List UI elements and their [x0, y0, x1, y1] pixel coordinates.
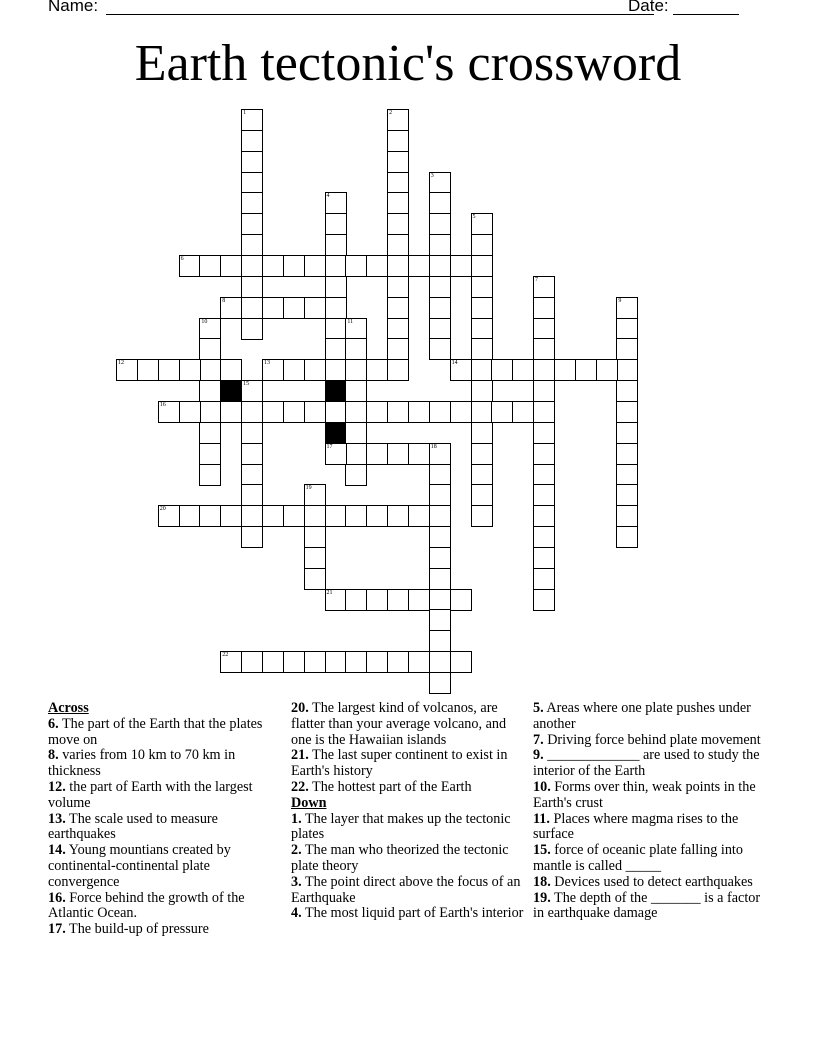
clue-across-21: 21. The last super continent to exist in Earth's history: [291, 747, 508, 780]
crossword-cell[interactable]: [179, 505, 201, 527]
blocked-cell: [220, 380, 242, 402]
crossword-cell[interactable]: [345, 380, 367, 402]
clue-down-9: 9. _____________ are used to study the interior of the Earth: [533, 747, 760, 780]
crossword-cell[interactable]: [137, 359, 159, 381]
crossword-cell[interactable]: [199, 443, 221, 465]
crossword-cell[interactable]: [450, 651, 472, 673]
blocked-cell: [325, 422, 347, 444]
clue-number: 18: [430, 443, 437, 450]
crossword-cell[interactable]: [387, 234, 409, 256]
crossword-cell[interactable]: [429, 589, 451, 611]
crossword-cell[interactable]: [616, 443, 638, 465]
crossword-cell[interactable]: [325, 651, 347, 673]
crossword-cell[interactable]: [387, 651, 409, 673]
crossword-cell[interactable]: [575, 359, 597, 381]
crossword-cell[interactable]: [471, 484, 493, 506]
crossword-cell[interactable]: [616, 526, 638, 548]
crossword-cell[interactable]: [471, 213, 493, 235]
blocked-cell: [325, 380, 347, 402]
crossword-cell[interactable]: [387, 130, 409, 152]
crossword-cell[interactable]: [533, 443, 555, 465]
crossword-cell[interactable]: [616, 359, 638, 381]
crossword-cell[interactable]: [533, 359, 555, 381]
clue-number: 10: [201, 318, 208, 325]
crossword-cell[interactable]: [283, 651, 305, 673]
crossword-cell[interactable]: [325, 213, 347, 235]
clue-number: 2: [389, 110, 393, 116]
crossword-cell[interactable]: [325, 338, 347, 360]
clue-across-14: 14. Young mountians created by continental-continental plate convergence: [48, 842, 231, 890]
crossword-cell[interactable]: [283, 359, 305, 381]
crossword-cell[interactable]: [262, 651, 284, 673]
clue-number: 14: [451, 360, 458, 367]
crossword-cell[interactable]: [387, 192, 409, 214]
crossword-cell[interactable]: [325, 589, 347, 611]
crossword-cell[interactable]: [471, 359, 493, 381]
crossword-cell[interactable]: [533, 505, 555, 527]
clue-number: 12: [118, 360, 124, 367]
crossword-cell[interactable]: [158, 359, 180, 381]
crossword-cell[interactable]: [325, 234, 347, 256]
crossword-cell[interactable]: [345, 464, 367, 486]
crossword-cell[interactable]: [366, 255, 388, 277]
crossword-cell[interactable]: [616, 422, 638, 444]
crossword-cell[interactable]: [241, 172, 263, 194]
crossword-cell[interactable]: [429, 651, 451, 673]
crossword-cell[interactable]: [429, 547, 451, 569]
crossword-cell[interactable]: [325, 192, 347, 214]
crossword-cell[interactable]: [199, 359, 221, 381]
clue-across-6: 6. The part of the Earth that the plates move on: [48, 715, 263, 748]
crossword-cell[interactable]: [429, 505, 451, 527]
crossword-cell[interactable]: [262, 505, 284, 527]
crossword-cell[interactable]: [471, 338, 493, 360]
crossword-cell[interactable]: [345, 401, 367, 423]
crossword-cell[interactable]: [408, 505, 430, 527]
crossword-cell[interactable]: [220, 401, 242, 423]
crossword-cell[interactable]: [262, 297, 284, 319]
crossword-cell[interactable]: [283, 255, 305, 277]
crossword-cell[interactable]: [533, 338, 555, 360]
clue-number: 21: [326, 589, 333, 596]
crossword-cell[interactable]: [158, 401, 180, 423]
crossword-cell[interactable]: [533, 526, 555, 548]
crossword-cell[interactable]: [616, 297, 638, 319]
clue-down-10: 10. Forms over thin, weak points in the Earth's crust: [533, 778, 756, 811]
crossword-cell[interactable]: [199, 464, 221, 486]
crossword-cell[interactable]: [241, 297, 263, 319]
crossword-cell[interactable]: [241, 234, 263, 256]
crossword-cell[interactable]: [450, 589, 472, 611]
crossword-cell[interactable]: [304, 401, 326, 423]
crossword-cell[interactable]: [533, 568, 555, 590]
name-date-header: [48, 0, 748, 20]
crossword-cell[interactable]: [616, 464, 638, 486]
crossword-cell[interactable]: [304, 359, 326, 381]
crossword-cell[interactable]: [408, 401, 430, 423]
crossword-cell[interactable]: [199, 422, 221, 444]
crossword-cell[interactable]: [387, 401, 409, 423]
clue-number: 5: [472, 214, 476, 221]
crossword-cell[interactable]: [429, 255, 451, 277]
crossword-cell[interactable]: [512, 401, 534, 423]
crossword-cell[interactable]: [241, 151, 263, 173]
crossword-cell[interactable]: [387, 359, 409, 381]
crossword-cell[interactable]: [199, 505, 221, 527]
crossword-cell[interactable]: [325, 255, 347, 277]
crossword-cell[interactable]: [533, 422, 555, 444]
crossword-cell[interactable]: [199, 255, 221, 277]
crossword-cell[interactable]: [345, 422, 367, 444]
crossword-cell[interactable]: [429, 276, 451, 298]
crossword-cell[interactable]: [616, 484, 638, 506]
crossword-cell[interactable]: [345, 255, 367, 277]
clue-number: 8: [222, 297, 226, 304]
clue-number: 4: [326, 193, 330, 200]
clue-number: 19: [305, 485, 312, 492]
crossword-cell[interactable]: [616, 318, 638, 340]
crossword-cell[interactable]: [429, 630, 451, 652]
crossword-cell[interactable]: [241, 380, 263, 402]
date-field[interactable]: [673, 0, 739, 15]
crossword-cell[interactable]: [220, 297, 242, 319]
clue-across-20: 20. The largest kind of volcanos, are flatter than your average volcano, and one is the Hawaiian islands: [291, 700, 507, 748]
clue-down-3: 3. The point direct above the focus of an Earthquake: [291, 873, 521, 906]
crossword-cell[interactable]: [533, 401, 555, 423]
clue-number: 20: [159, 506, 166, 513]
clue-across-22: 22. The hottest part of the Earth: [291, 778, 472, 795]
crossword-cell[interactable]: [429, 484, 451, 506]
crossword-cell[interactable]: [345, 359, 367, 381]
crossword-cell[interactable]: [429, 609, 451, 631]
crossword-cell[interactable]: [158, 505, 180, 527]
crossword-cell[interactable]: [429, 234, 451, 256]
crossword-cell[interactable]: [408, 255, 430, 277]
crossword-cell[interactable]: [387, 505, 409, 527]
crossword-cell[interactable]: [471, 234, 493, 256]
crossword-cell[interactable]: [345, 651, 367, 673]
clue-across-16: 16. Force behind the growth of the Atlantic Ocean.: [48, 889, 245, 922]
crossword-cell[interactable]: [387, 443, 409, 465]
crossword-cell[interactable]: [387, 338, 409, 360]
crossword-cell[interactable]: [533, 484, 555, 506]
crossword-cell[interactable]: [471, 276, 493, 298]
name-label: Name:: [48, 0, 99, 15]
crossword-cell[interactable]: [408, 651, 430, 673]
clue-number: 11: [347, 318, 354, 325]
crossword-cell[interactable]: [408, 589, 430, 611]
crossword-cell[interactable]: [533, 297, 555, 319]
crossword-cell[interactable]: [304, 297, 326, 319]
crossword-cell[interactable]: [325, 318, 347, 340]
crossword-cell[interactable]: [471, 401, 493, 423]
crossword-cell[interactable]: [429, 464, 451, 486]
clue-down-15: 15. force of oceanic plate falling into mantle is called _____: [533, 842, 743, 874]
crossword-cell[interactable]: [616, 338, 638, 360]
crossword-cell[interactable]: [387, 151, 409, 173]
crossword-cell[interactable]: [533, 547, 555, 569]
crossword-cell[interactable]: [450, 359, 472, 381]
crossword-cell[interactable]: [241, 213, 263, 235]
clue-down-1: 1. The layer that makes up the tectonic plates: [291, 810, 511, 843]
crossword-cell[interactable]: [533, 318, 555, 340]
across-heading: Across: [48, 700, 89, 716]
crossword-cell[interactable]: [471, 443, 493, 465]
crossword-cell[interactable]: [408, 443, 430, 465]
crossword-cell[interactable]: [533, 464, 555, 486]
crossword-cell[interactable]: [366, 589, 388, 611]
crossword-cell[interactable]: [241, 401, 263, 423]
crossword-cell[interactable]: [387, 318, 409, 340]
clue-across-13: 13. The scale used to measure earthquakes: [48, 810, 218, 843]
crossword-cell[interactable]: [387, 109, 409, 131]
crossword-cell[interactable]: [220, 505, 242, 527]
clue-down-19: 19. The depth of the _______ is a factor in earthquake damage: [533, 889, 761, 922]
crossword-cell[interactable]: [179, 359, 201, 381]
clue-down-7: 7. Driving force behind plate movement: [533, 731, 761, 748]
crossword-cell[interactable]: [179, 401, 201, 423]
crossword-cell[interactable]: [325, 443, 347, 465]
crossword-cell[interactable]: [429, 443, 451, 465]
crossword-cell[interactable]: [450, 255, 472, 277]
crossword-cell[interactable]: [241, 505, 263, 527]
crossword-cell[interactable]: [554, 359, 576, 381]
crossword-cell[interactable]: [450, 401, 472, 423]
crossword-cell[interactable]: [345, 589, 367, 611]
crossword-cell[interactable]: [345, 318, 367, 340]
clue-number: 13: [264, 360, 270, 367]
crossword-cell[interactable]: [116, 359, 138, 381]
crossword-cell[interactable]: [220, 359, 242, 381]
page-title: Earth tectonic's crossword: [134, 35, 682, 92]
clues-column-2: [291, 701, 527, 922]
crossword-cell[interactable]: [596, 359, 618, 381]
crossword-cell[interactable]: [471, 255, 493, 277]
crossword-cell[interactable]: [471, 464, 493, 486]
crossword-cell[interactable]: [241, 484, 263, 506]
crossword-cell[interactable]: [241, 443, 263, 465]
crossword-cell[interactable]: [471, 505, 493, 527]
crossword-cell[interactable]: [262, 255, 284, 277]
clue-across-8: 8. varies from 10 km to 70 km in thickness: [48, 747, 236, 780]
clues-column-1: [48, 701, 276, 938]
crossword-cell[interactable]: [283, 401, 305, 423]
clue-number: 9: [618, 297, 622, 304]
crossword-cell[interactable]: [241, 109, 263, 131]
clue-down-4: 4. The most liquid part of Earth's interior: [291, 905, 524, 922]
crossword-cell[interactable]: [429, 338, 451, 360]
date-label: Date:: [628, 0, 669, 15]
crossword-cell[interactable]: [491, 401, 513, 423]
clue-number: 16: [159, 401, 166, 408]
crossword-cell[interactable]: [471, 297, 493, 319]
clue-across-17: 17. The build-up of pressure: [48, 921, 209, 938]
name-field[interactable]: [106, 0, 654, 15]
crossword-cell[interactable]: [387, 172, 409, 194]
crossword-cell[interactable]: [325, 505, 347, 527]
crossword-cell[interactable]: [241, 651, 263, 673]
crossword-cell[interactable]: [345, 338, 367, 360]
crossword-cell[interactable]: [387, 213, 409, 235]
crossword-cell[interactable]: [345, 505, 367, 527]
clue-number: 7: [535, 276, 538, 283]
crossword-cell[interactable]: [325, 359, 347, 381]
crossword-cell[interactable]: [366, 505, 388, 527]
crossword-cell[interactable]: [616, 505, 638, 527]
crossword-cell[interactable]: [241, 464, 263, 486]
crossword-cell[interactable]: [429, 318, 451, 340]
crossword-cell[interactable]: [325, 297, 347, 319]
crossword-cell[interactable]: [533, 276, 555, 298]
crossword-cell[interactable]: [241, 130, 263, 152]
crossword-cell[interactable]: [491, 359, 513, 381]
clue-number: 6: [180, 256, 184, 262]
crossword-cell[interactable]: [387, 276, 409, 298]
crossword-cell[interactable]: [366, 401, 388, 423]
crossword-cell[interactable]: [429, 172, 451, 194]
crossword-cell[interactable]: [241, 192, 263, 214]
clue-down-5: 5. Areas where one plate pushes under another: [533, 700, 751, 732]
crossword-cell[interactable]: [325, 276, 347, 298]
crossword-cell[interactable]: [179, 255, 201, 277]
crossword-cell[interactable]: [366, 359, 388, 381]
crossword-cell[interactable]: [429, 401, 451, 423]
crossword-cell[interactable]: [429, 213, 451, 235]
crossword-cell[interactable]: [366, 651, 388, 673]
clues-column-3: [533, 701, 763, 922]
crossword-cell[interactable]: [262, 401, 284, 423]
crossword-cell[interactable]: [220, 651, 242, 673]
crossword-cell[interactable]: [304, 526, 326, 548]
clue-number: 15: [243, 381, 250, 388]
crossword-cell[interactable]: [304, 484, 326, 506]
crossword-cell[interactable]: [283, 297, 305, 319]
crossword-cell[interactable]: [304, 547, 326, 569]
crossword-cell[interactable]: [199, 401, 221, 423]
clue-down-11: 11. Places where magma rises to the surface: [533, 810, 739, 843]
crossword-cell[interactable]: [429, 568, 451, 590]
crossword-cell[interactable]: [241, 276, 263, 298]
crossword-cell[interactable]: [366, 443, 388, 465]
crossword-cell[interactable]: [241, 255, 263, 277]
crossword-cell[interactable]: [345, 443, 367, 465]
crossword-cell[interactable]: [533, 589, 555, 611]
crossword-cell[interactable]: [616, 380, 638, 402]
crossword-cell[interactable]: [429, 192, 451, 214]
crossword-cell[interactable]: [283, 505, 305, 527]
crossword-cell[interactable]: [220, 255, 242, 277]
clue-down-18: 18. Devices used to detect earthquakes: [533, 873, 753, 890]
crossword-cell[interactable]: [512, 359, 534, 381]
crossword-cell[interactable]: [241, 422, 263, 444]
clue-down-2: 2. The man who theorized the tectonic plate theory: [291, 842, 509, 874]
crossword-cell[interactable]: [241, 526, 263, 548]
crossword-cell[interactable]: [429, 297, 451, 319]
clue-number: 17: [326, 443, 333, 450]
crossword-cell[interactable]: [387, 297, 409, 319]
crossword-cell[interactable]: [387, 589, 409, 611]
crossword-cell[interactable]: [304, 651, 326, 673]
crossword-cell[interactable]: [616, 401, 638, 423]
crossword-cell[interactable]: [533, 380, 555, 402]
crossword-cell[interactable]: [471, 380, 493, 402]
crossword-cell[interactable]: [262, 359, 284, 381]
crossword-cell[interactable]: [471, 318, 493, 340]
clue-across-12: 12. the part of Earth with the largest volume: [48, 778, 253, 811]
crossword-cell[interactable]: [429, 672, 451, 694]
crossword-cell[interactable]: [199, 338, 221, 360]
crossword-cell[interactable]: [325, 401, 347, 423]
crossword-cell[interactable]: [241, 318, 263, 340]
clue-number: 3: [430, 172, 434, 179]
clue-number: 22: [222, 652, 229, 659]
down-heading: Down: [291, 794, 327, 811]
crossword-cell[interactable]: [199, 380, 221, 402]
crossword-cell[interactable]: [304, 568, 326, 590]
crossword-cell[interactable]: [199, 318, 221, 340]
crossword-cell[interactable]: [471, 422, 493, 444]
crossword-cell[interactable]: [387, 255, 409, 277]
crossword-cell[interactable]: [429, 526, 451, 548]
crossword-cell[interactable]: [304, 505, 326, 527]
crossword-cell[interactable]: [304, 255, 326, 277]
clue-number: 1: [243, 110, 247, 116]
